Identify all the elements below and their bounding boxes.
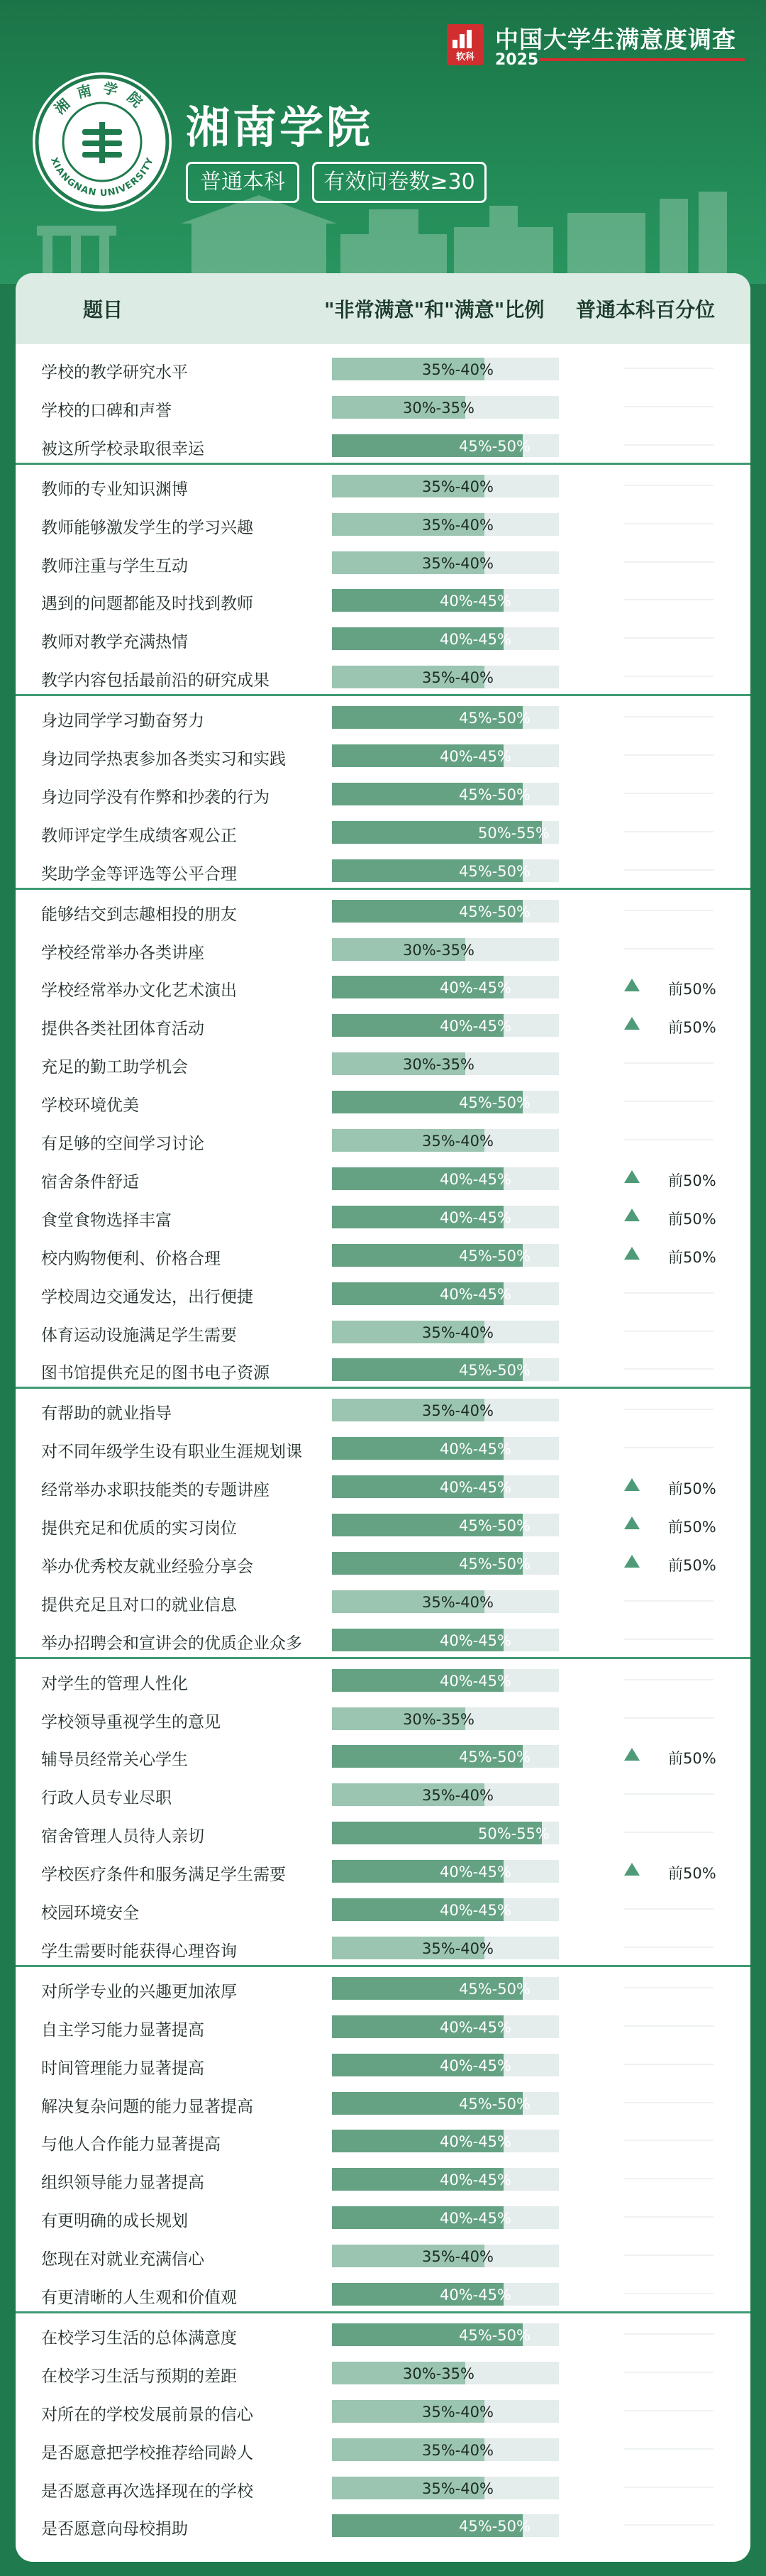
ratio-label: 45%-50%	[459, 2095, 531, 2113]
percentile-placeholder	[624, 368, 714, 369]
brand-block	[447, 21, 745, 71]
percentile-placeholder	[624, 1717, 714, 1719]
percentile-placeholder	[624, 2216, 714, 2218]
table-row	[16, 736, 750, 774]
question-label: 自主学习能力显著提高	[41, 2020, 204, 2040]
question-label: 在校学习生活的总体满意度	[41, 2328, 237, 2347]
percentile-placeholder	[624, 2178, 714, 2179]
ratio-label: 35%-40%	[422, 1939, 494, 1957]
table-row	[16, 1274, 750, 1312]
percentile-placeholder	[624, 910, 714, 911]
ratio-label: 45%-50%	[459, 710, 531, 727]
up-triangle-icon	[624, 1555, 640, 1568]
sample-size-tag: 有效问卷数≥30	[312, 162, 487, 203]
table-row	[16, 2045, 750, 2084]
ratio-label: 40%-45%	[440, 1672, 511, 1690]
percentile-placeholder	[624, 599, 714, 600]
question-label: 有更清晰的人生观和价值观	[41, 2289, 237, 2307]
ratio-label: 40%-45%	[440, 1479, 511, 1497]
question-label: 时间管理能力显著提高	[41, 2059, 204, 2078]
survey-title: 中国大学生满意度调查	[495, 26, 736, 53]
table-row	[16, 543, 750, 581]
table-row	[16, 1350, 750, 1388]
ratio-label: 40%-45%	[440, 1209, 511, 1226]
up-triangle-icon	[624, 1170, 640, 1183]
percentile-placeholder	[624, 948, 714, 950]
survey-year: 2025	[495, 51, 539, 69]
logo-text: 软科	[455, 52, 474, 62]
ratio-label: 40%-45%	[440, 2018, 511, 2036]
percentile-placeholder	[624, 1101, 714, 1102]
percentile-placeholder	[624, 523, 714, 524]
school-seal	[33, 72, 172, 211]
ratio-label: 35%-40%	[422, 361, 494, 378]
table-row	[16, 466, 750, 505]
ratio-label: 40%-45%	[440, 1441, 511, 1458]
question-label: 提供各类社团体育活动	[41, 1020, 204, 1039]
question-label: 您现在对就业充满信心	[41, 2250, 204, 2269]
ratio-label: 35%-40%	[422, 1787, 494, 1805]
up-triangle-icon	[624, 1017, 640, 1030]
percentile-label: 前50%	[668, 1172, 716, 1189]
percentile-placeholder	[624, 2333, 714, 2335]
table-row	[16, 1505, 750, 1543]
table-row	[16, 505, 750, 543]
table-row	[16, 1775, 750, 1813]
table-row	[16, 1736, 750, 1775]
percentile-placeholder	[624, 561, 714, 563]
table-row	[16, 851, 750, 889]
question-label: 学校的教学研究水平	[41, 363, 188, 382]
table-row	[16, 657, 750, 695]
table-row	[16, 2353, 750, 2391]
question-label: 学校经常举办文化艺术演出	[41, 981, 237, 1001]
question-label: 能够结交到志趣相投的朋友	[41, 905, 237, 924]
percentile-placeholder	[624, 2293, 714, 2294]
question-label: 教师注重与学生互动	[41, 556, 188, 576]
seal-top-text: 湘南学院	[51, 79, 153, 118]
group-separator	[16, 694, 750, 696]
up-triangle-icon	[624, 1517, 640, 1529]
question-label: 对不同年级学生设有职业生涯规划课	[41, 1443, 302, 1462]
table-row	[16, 2315, 750, 2353]
ratio-label: 45%-50%	[459, 1094, 531, 1112]
question-label: 学校医疗条件和服务满足学生需要	[41, 1866, 286, 1885]
ratio-label: 40%-45%	[440, 1902, 511, 1919]
ratio-label: 40%-45%	[440, 1631, 511, 1649]
shanghairanking-logo	[447, 24, 484, 65]
percentile-placeholder	[624, 1639, 714, 1640]
percentile-label: 前50%	[668, 1248, 716, 1266]
ratio-label: 45%-50%	[459, 1555, 531, 1573]
ratio-label: 45%-50%	[459, 903, 531, 920]
table-row	[16, 2007, 750, 2045]
table-row	[16, 1235, 750, 1274]
table-row	[16, 2468, 750, 2506]
question-label: 提供充足且对口的就业信息	[41, 1595, 237, 1614]
question-label: 宿舍管理人员待人亲切	[41, 1827, 204, 1846]
percentile-label: 前50%	[668, 1556, 716, 1574]
ratio-label: 45%-50%	[459, 1247, 531, 1265]
table-row	[16, 1851, 750, 1890]
table-row	[16, 1928, 750, 1966]
percentile-placeholder	[624, 1793, 714, 1795]
table-row	[16, 2121, 750, 2159]
percentile-placeholder	[624, 1331, 714, 1332]
table-row	[16, 1661, 750, 1699]
table-row	[16, 1006, 750, 1044]
percentile-placeholder	[624, 754, 714, 756]
percentile-placeholder	[624, 1908, 714, 1910]
column-header-question: 题目	[83, 298, 123, 321]
question-label: 提供充足和优质的实习岗位	[41, 1519, 237, 1538]
question-label: 宿舍条件舒适	[41, 1172, 139, 1191]
percentile-placeholder	[624, 2025, 714, 2027]
up-triangle-icon	[624, 1247, 640, 1260]
question-label: 学校环境优美	[41, 1096, 139, 1116]
ratio-label: 40%-45%	[440, 2133, 511, 2151]
percentile-placeholder	[624, 831, 714, 832]
ratio-label: 45%-50%	[459, 786, 531, 803]
percentile-placeholder	[624, 2410, 714, 2411]
question-label: 有足够的空间学习讨论	[41, 1135, 204, 1153]
percentile-placeholder	[624, 869, 714, 871]
ratio-label: 30%-35%	[403, 2365, 474, 2382]
percentile-placeholder	[624, 2448, 714, 2450]
brand-underline	[539, 58, 745, 61]
percentile-placeholder	[624, 1987, 714, 1988]
question-label: 是否愿意把学校推荐给同龄人	[41, 2443, 253, 2462]
school-name: 湘南学院	[186, 101, 374, 153]
percentile-placeholder	[624, 1139, 714, 1140]
question-label: 学校的口碑和声誉	[41, 401, 172, 420]
percentile-label: 前50%	[668, 1750, 716, 1768]
group-separator	[16, 888, 750, 890]
question-label: 图书馆提供充足的图书电子资源	[41, 1364, 270, 1383]
ratio-label: 35%-40%	[422, 2248, 494, 2266]
ratio-label: 40%-45%	[440, 593, 511, 610]
ratio-label: 45%-50%	[459, 2518, 531, 2536]
question-label: 充足的勤工助学机会	[41, 1058, 188, 1077]
ratio-label: 50%-55%	[478, 1825, 550, 1843]
ratio-label: 40%-45%	[440, 2210, 511, 2228]
ratio-label: 40%-45%	[440, 631, 511, 649]
table-row	[16, 2391, 750, 2430]
question-label: 举办招聘会和宣讲会的优质企业众多	[41, 1634, 302, 1653]
ratio-label: 45%-50%	[459, 2326, 531, 2344]
percentile-label: 前50%	[668, 1519, 716, 1536]
percentile-placeholder	[624, 1062, 714, 1064]
question-label: 教师对教学充满热情	[41, 633, 188, 652]
column-header-percentile: 普通本科百分位	[576, 298, 716, 321]
table-row	[16, 774, 750, 813]
table-row	[16, 2274, 750, 2313]
question-label: 学校领导重视学生的意见	[41, 1712, 221, 1732]
table-row	[16, 1044, 750, 1082]
table-row	[16, 2506, 750, 2544]
question-label: 被这所学校录取很幸运	[41, 439, 204, 458]
ratio-label: 40%-45%	[440, 979, 511, 997]
table-row	[16, 2159, 750, 2198]
question-label: 教学内容包括最前沿的研究成果	[41, 671, 270, 690]
svg-text:湘南学院	[51, 79, 153, 117]
ratio-label: 35%-40%	[422, 2403, 494, 2421]
question-label: 与他人合作能力显著提高	[41, 2135, 221, 2154]
percentile-label: 前50%	[668, 981, 716, 998]
table-row	[16, 426, 750, 464]
table-row	[16, 580, 750, 619]
percentile-placeholder	[624, 793, 714, 794]
percentile-placeholder	[624, 444, 714, 446]
ratio-label: 35%-40%	[422, 516, 494, 534]
table-row	[16, 1813, 750, 1851]
percentile-placeholder	[624, 2372, 714, 2373]
ratio-label: 40%-45%	[440, 1864, 511, 1881]
table-row	[16, 1159, 750, 1197]
table-row	[16, 387, 750, 426]
up-triangle-icon	[624, 1863, 640, 1876]
column-header-ratio: "非常满意"和"满意"比例	[324, 298, 545, 321]
table-row	[16, 1121, 750, 1159]
table-row	[16, 1543, 750, 1582]
ratio-label: 45%-50%	[459, 1362, 531, 1380]
question-label: 举办优秀校友就业经验分享会	[41, 1557, 253, 1576]
percentile-placeholder	[624, 716, 714, 717]
question-label: 教师评定学生成绩客观公正	[41, 826, 237, 845]
question-label: 在校学习生活与预期的差距	[41, 2367, 237, 2386]
group-separator	[16, 2311, 750, 2313]
ratio-label: 35%-40%	[422, 2479, 494, 2497]
header	[0, 0, 766, 284]
ratio-label: 50%-55%	[478, 824, 550, 842]
up-triangle-icon	[624, 979, 640, 991]
table-row	[16, 1082, 750, 1121]
table-row	[16, 2198, 750, 2236]
question-label: 组织领导能力显著提高	[41, 2174, 204, 2193]
ratio-label: 35%-40%	[422, 1402, 494, 1420]
school-level-tag: 普通本科	[186, 162, 299, 203]
question-label: 体育运动设施满足学生需要	[41, 1326, 237, 1345]
percentile-label: 前50%	[668, 1865, 716, 1883]
ratio-label: 45%-50%	[459, 1980, 531, 1998]
question-label: 遇到的问题都能及时找到教师	[41, 595, 253, 614]
up-triangle-icon	[624, 1478, 640, 1491]
percentile-placeholder	[624, 2524, 714, 2526]
percentile-label: 前50%	[668, 1019, 716, 1037]
group-separator	[16, 1387, 750, 1389]
table-row	[16, 1890, 750, 1928]
ratio-label: 40%-45%	[440, 1285, 511, 1303]
table-row	[16, 1312, 750, 1350]
ratio-label: 30%-35%	[403, 399, 474, 417]
group-separator	[16, 463, 750, 465]
up-triangle-icon	[624, 1209, 640, 1221]
table-row	[16, 891, 750, 930]
ratio-label: 40%-45%	[440, 2286, 511, 2303]
question-label: 有更明确的成长规划	[41, 2212, 188, 2231]
table-row	[16, 1969, 750, 2007]
percentile-placeholder	[624, 2487, 714, 2488]
percentile-placeholder	[624, 2140, 714, 2141]
question-label: 辅导员经常关心学生	[41, 1751, 188, 1770]
question-label: 校园环境安全	[41, 1904, 139, 1922]
question-label: 解决复杂问题的能力显著提高	[41, 2097, 253, 2116]
table-row	[16, 967, 750, 1006]
percentile-placeholder	[624, 1832, 714, 1833]
table-row	[16, 1197, 750, 1235]
table-row	[16, 930, 750, 968]
seal-bottom-text: XIANGNAN UNIVERSITY	[48, 155, 156, 199]
percentile-label: 前50%	[668, 1210, 716, 1228]
question-label: 奖助学金等评选等公平合理	[41, 864, 237, 884]
group-separator	[16, 1965, 750, 1967]
table-row	[16, 813, 750, 851]
bar-chart-icon	[453, 30, 478, 48]
percentile-placeholder	[624, 2102, 714, 2103]
percentile-placeholder	[624, 676, 714, 677]
table-row	[16, 619, 750, 657]
question-label: 学校周边交通发达，出行便捷	[41, 1287, 253, 1306]
group-separator	[16, 1657, 750, 1659]
ratio-label: 45%-50%	[459, 1517, 531, 1534]
ratio-label: 40%-45%	[440, 2172, 511, 2189]
table-row	[16, 2430, 750, 2468]
ratio-label: 30%-35%	[403, 941, 474, 959]
question-label: 教师的专业知识渊博	[41, 480, 188, 499]
question-label: 教师能够激发学生的学习兴趣	[41, 518, 253, 537]
question-label: 经常举办求职技能类的专题讲座	[41, 1481, 270, 1500]
question-label: 有帮助的就业指导	[41, 1404, 172, 1424]
ratio-label: 35%-40%	[422, 478, 494, 495]
table-row	[16, 1582, 750, 1620]
ratio-label: 35%-40%	[422, 1133, 494, 1150]
ratio-label: 40%-45%	[440, 748, 511, 765]
question-label: 校内购物便利、价格合理	[41, 1249, 221, 1268]
table-row	[16, 698, 750, 736]
percentile-placeholder	[624, 1600, 714, 1602]
up-triangle-icon	[624, 1748, 640, 1761]
ratio-label: 35%-40%	[422, 1593, 494, 1611]
ratio-label: 35%-40%	[422, 669, 494, 687]
question-label: 学校经常举办各类讲座	[41, 943, 204, 962]
table-row	[16, 2236, 750, 2274]
question-label: 对学生的管理人性化	[41, 1674, 188, 1693]
percentile-placeholder	[624, 1292, 714, 1294]
question-label: 对所学专业的兴趣更加浓厚	[41, 1982, 237, 2001]
ratio-label: 35%-40%	[422, 2441, 494, 2459]
table-row	[16, 1620, 750, 1658]
question-label: 身边同学学习勤奋努力	[41, 712, 204, 731]
percentile-placeholder	[624, 2255, 714, 2256]
question-label: 是否愿意再次选择现在的学校	[41, 2482, 253, 2501]
ratio-label: 40%-45%	[440, 2057, 511, 2074]
percentile-placeholder	[624, 1368, 714, 1370]
ratio-label: 40%-45%	[440, 1170, 511, 1188]
ratio-label: 45%-50%	[459, 437, 531, 455]
results-panel	[16, 273, 750, 2562]
ratio-label: 40%-45%	[440, 1018, 511, 1035]
ratio-label: 45%-50%	[459, 862, 531, 880]
table-row	[16, 1699, 750, 1737]
percentile-placeholder	[624, 1679, 714, 1680]
percentile-placeholder	[624, 1947, 714, 1948]
percentile-placeholder	[624, 485, 714, 486]
question-label: 是否愿意向母校捐助	[41, 2520, 188, 2539]
percentile-placeholder	[624, 637, 714, 639]
percentile-label: 前50%	[668, 1480, 716, 1498]
question-label: 身边同学没有作弊和抄袭的行为	[41, 788, 270, 807]
table-header	[16, 273, 750, 344]
percentile-placeholder	[624, 1447, 714, 1448]
table-row	[16, 1390, 750, 1429]
ratio-label: 45%-50%	[459, 1749, 531, 1766]
question-label: 学生需要时能获得心理咨询	[41, 1942, 237, 1961]
percentile-placeholder	[624, 406, 714, 407]
question-label: 对所在的学校发展前景的信心	[41, 2405, 253, 2424]
table-row	[16, 2084, 750, 2122]
percentile-placeholder	[624, 2064, 714, 2065]
table-row	[16, 1429, 750, 1467]
question-label: 食堂食物选择丰富	[41, 1211, 172, 1230]
ratio-label: 35%-40%	[422, 554, 494, 572]
table-row	[16, 349, 750, 387]
percentile-placeholder	[624, 1409, 714, 1410]
ratio-label: 30%-35%	[403, 1710, 474, 1728]
ratio-label: 30%-35%	[403, 1056, 474, 1074]
question-label: 行政人员专业尽职	[41, 1789, 172, 1808]
table-row	[16, 1467, 750, 1505]
ratio-label: 35%-40%	[422, 1323, 494, 1341]
question-label: 身边同学热衷参加各类实习和实践	[41, 750, 286, 769]
